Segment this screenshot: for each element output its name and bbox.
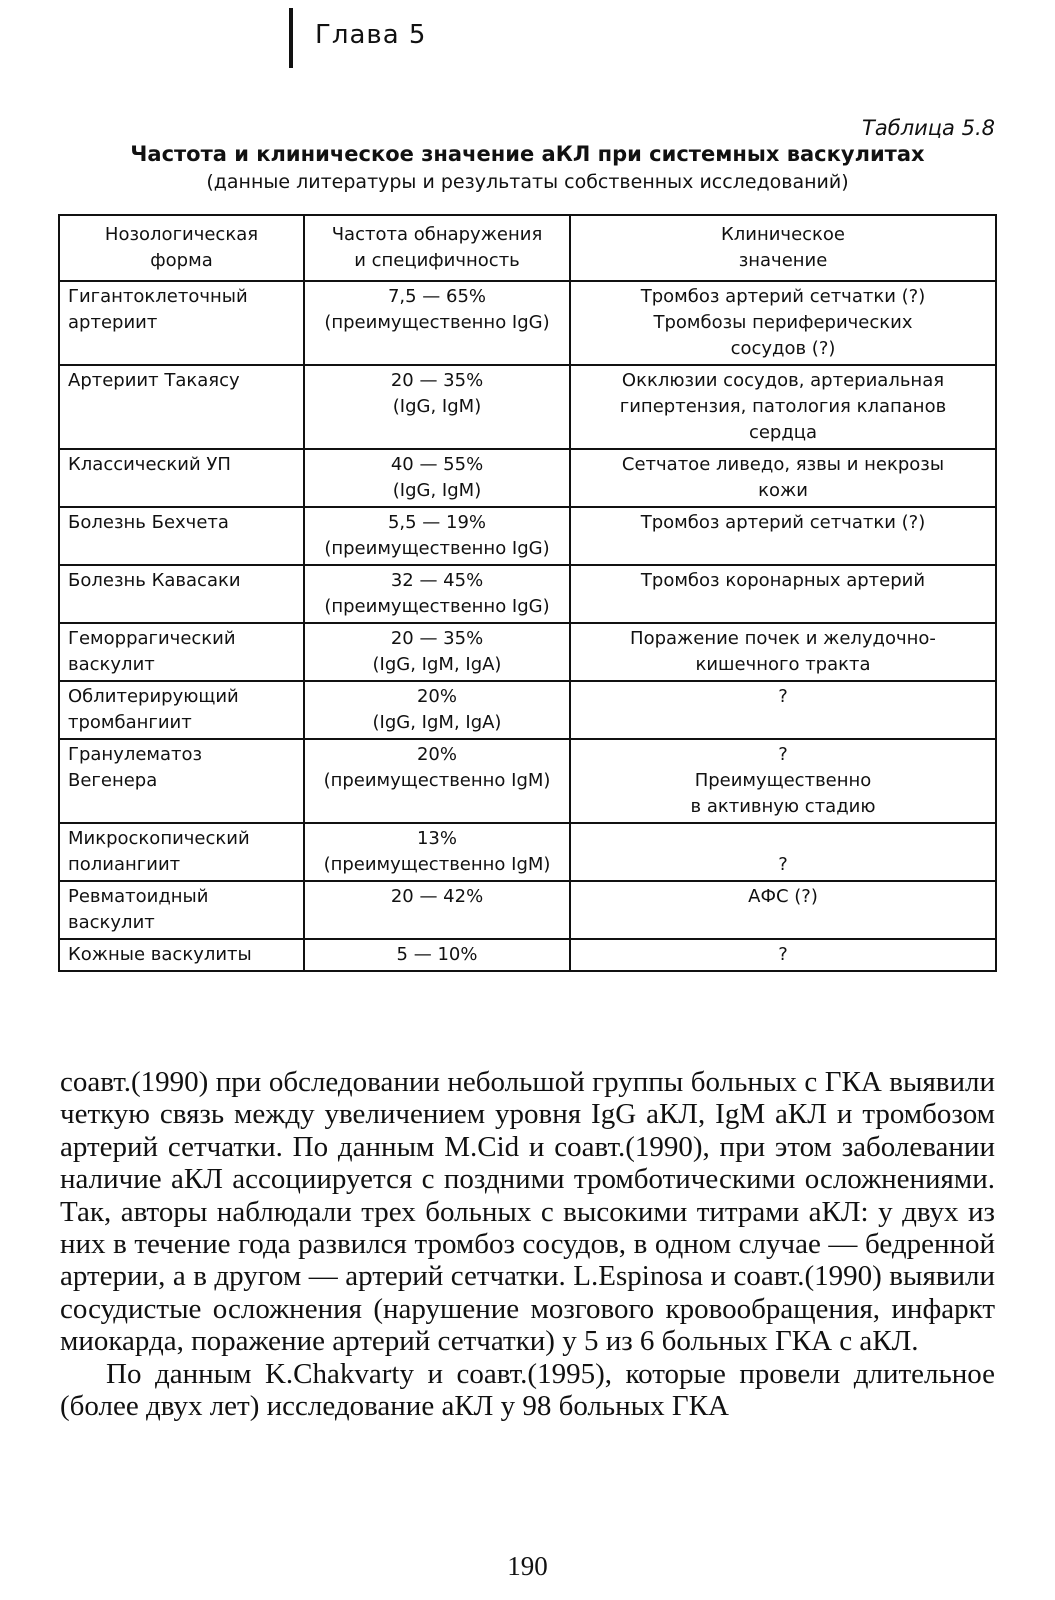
- cell-form: [59, 739, 304, 823]
- cell-line: кожи: [758, 480, 808, 501]
- cell-line: 20 — 35%: [390, 628, 484, 649]
- cell-line: Клиническое: [720, 224, 845, 245]
- cell-line: Гранулематоз: [68, 744, 203, 765]
- cell-line: (преимущественно IgG): [324, 538, 550, 559]
- cell-significance: [570, 365, 996, 449]
- cell-line: Тромбоз артерий сетчатки (?): [640, 286, 926, 307]
- cell-line: Болезнь Кавасаки: [68, 570, 241, 591]
- cell-line: Геморрагический: [68, 628, 236, 649]
- cell-significance: [570, 623, 996, 681]
- table-body: [59, 281, 996, 971]
- cell-line: в активную стадию: [690, 796, 876, 817]
- table-row: [59, 881, 996, 939]
- cell-line: АФС (?): [748, 886, 818, 907]
- cell-line: Болезнь Бехчета: [68, 512, 229, 533]
- cell-line: Тромбоз коронарных артерий: [640, 570, 926, 591]
- cell-form: [59, 565, 304, 623]
- cell-line: 7,5 — 65%: [387, 286, 487, 307]
- cell-line: полиангиит: [68, 854, 181, 875]
- cell-line: 20%: [416, 744, 457, 765]
- table-header-row: [59, 215, 996, 281]
- cell-line: Артериит Такаясу: [68, 370, 240, 391]
- cell-frequency: [304, 739, 570, 823]
- cell-line: 20%: [416, 686, 457, 707]
- cell-line: Микроскопический: [68, 828, 250, 849]
- cell-line: ?: [778, 744, 788, 765]
- cell-line: тромбангиит: [68, 712, 192, 733]
- cell-frequency: [304, 449, 570, 507]
- body-text: [60, 1066, 995, 1422]
- cell-line: 5 — 10%: [396, 944, 478, 965]
- cell-form: [59, 681, 304, 739]
- cell-line: форма: [150, 250, 213, 271]
- cell-form: [59, 507, 304, 565]
- cell-line: (преимущественно IgM): [323, 770, 551, 791]
- cell-form: [59, 365, 304, 449]
- cell-line: Окклюзии сосудов, артериальная: [621, 370, 945, 391]
- cell-line: Ревматоидный: [68, 886, 209, 907]
- cell-form: [59, 281, 304, 365]
- table-row: [59, 739, 996, 823]
- cell-frequency: [304, 365, 570, 449]
- table-row: [59, 623, 996, 681]
- table-row: [59, 565, 996, 623]
- cell-line: Тромбозы периферических: [653, 312, 913, 333]
- cell-line: васкулит: [68, 912, 155, 933]
- cell-line: артериит: [68, 312, 158, 333]
- cell-form: [59, 823, 304, 881]
- cell-line: 5,5 — 19%: [387, 512, 487, 533]
- table-row: [59, 939, 996, 971]
- cell-line: Поражение почек и желудочно-: [630, 628, 936, 649]
- cell-significance: [570, 881, 996, 939]
- cell-line: (IgG, IgM, IgA): [372, 712, 502, 733]
- cell-line: васкулит: [68, 654, 155, 675]
- cell-line: Классический УП: [68, 454, 231, 475]
- cell-significance: [570, 507, 996, 565]
- cell-line: ?: [778, 854, 788, 875]
- cell-line: Тромбоз артерий сетчатки (?): [640, 512, 926, 533]
- cell-line: Преимущественно: [694, 770, 872, 791]
- cell-line: значение: [738, 250, 828, 271]
- cell-form: [59, 939, 304, 971]
- cell-line: ?: [778, 944, 788, 965]
- cell-line: ?: [778, 686, 788, 707]
- cell-frequency: [304, 823, 570, 881]
- cell-line: Кожные васкулиты: [68, 944, 252, 965]
- table-title: Частота и клиническое значение аКЛ при системных васкулитах: [130, 142, 925, 166]
- cell-line: сосудов (?): [730, 338, 836, 359]
- cell-frequency: [304, 565, 570, 623]
- cell-line: [579, 826, 987, 852]
- cell-line: Облитерирующий: [68, 686, 239, 707]
- header-rule: [289, 8, 293, 68]
- cell-significance: [570, 681, 996, 739]
- cell-line: 32 — 45%: [390, 570, 484, 591]
- table-row: [59, 281, 996, 365]
- cell-frequency: [304, 939, 570, 971]
- cell-line: Частота обнаружения: [331, 224, 543, 245]
- cell-significance: [570, 823, 996, 881]
- header-frequency: [304, 215, 570, 281]
- table-row: [59, 507, 996, 565]
- cell-frequency: [304, 681, 570, 739]
- cell-line: (IgG, IgM, IgA): [372, 654, 502, 675]
- cell-line: 20 — 35%: [390, 370, 484, 391]
- cell-line: (преимущественно IgM): [323, 854, 551, 875]
- cell-form: [59, 449, 304, 507]
- cell-line: 20 — 42%: [390, 886, 484, 907]
- table-row: [59, 365, 996, 449]
- cell-significance: [570, 281, 996, 365]
- cell-line: Вегенера: [68, 770, 158, 791]
- header-significance: [570, 215, 996, 281]
- table-header: [59, 215, 996, 281]
- cell-line: (IgG, IgM): [392, 480, 482, 501]
- table-row: [59, 449, 996, 507]
- cell-line: Сетчатое ливедо, язвы и некрозы: [621, 454, 945, 475]
- chapter-heading: Глава 5: [315, 20, 427, 50]
- cell-line: 13%: [416, 828, 457, 849]
- header-form: [59, 215, 304, 281]
- cell-line: (преимущественно IgG): [324, 312, 550, 333]
- cell-frequency: [304, 881, 570, 939]
- cell-line: сердца: [748, 422, 818, 443]
- cell-significance: [570, 449, 996, 507]
- cell-frequency: [304, 507, 570, 565]
- table-number-label: Таблица 5.8: [862, 116, 995, 140]
- paragraph: По данным K.Chakvarty и соавт.(1995), которые провели длительное (более двух лет) исследование аКЛ у 98 больных ГКА: [60, 1357, 995, 1423]
- table-subtitle: (данные литературы и результаты собственных исследований): [206, 171, 849, 193]
- cell-significance: [570, 939, 996, 971]
- paragraph: соавт.(1990) при обследовании небольшой группы больных с ГКА выявили четкую связь между увеличением уровня IgG аКЛ, IgM аКЛ и тромбозом артерий сетчатки. По данным M.Cid и соавт.(1990), при этом заболевании наличие аКЛ ассоциируется с поздними тромботическими осложнениями. Так, авторы наблюдали трех больных с высокими титрами аКЛ: у двух из них в течение года развился тромбоз сосудов, в одном случае — бедренной артерии, а в другом — артерий сетчатки. L.Espinosa и соавт.(1990) выявили сосудистые осложнения (нарушение мозгового кровообращения, инфаркт миокарда, поражение артерий сетчатки) у 5 из 6 больных ГКА с аКЛ.: [60, 1066, 995, 1358]
- cell-frequency: [304, 281, 570, 365]
- cell-line: Нозологическая: [104, 224, 259, 245]
- cell-line: кишечного тракта: [695, 654, 871, 675]
- table-row: [59, 823, 996, 881]
- cell-frequency: [304, 623, 570, 681]
- page-number: 190: [507, 1551, 548, 1581]
- cell-significance: [570, 565, 996, 623]
- cell-line: (IgG, IgM): [392, 396, 482, 417]
- cell-line: Гигантоклеточный: [68, 286, 248, 307]
- cell-line: (преимущественно IgG): [324, 596, 550, 617]
- cell-line: 40 — 55%: [390, 454, 484, 475]
- table-row: [59, 681, 996, 739]
- cell-line: гипертензия, патология клапанов: [619, 396, 947, 417]
- vasculitis-table: [58, 214, 997, 972]
- cell-form: [59, 623, 304, 681]
- cell-line: и специфичность: [354, 250, 520, 271]
- cell-significance: [570, 739, 996, 823]
- cell-form: [59, 881, 304, 939]
